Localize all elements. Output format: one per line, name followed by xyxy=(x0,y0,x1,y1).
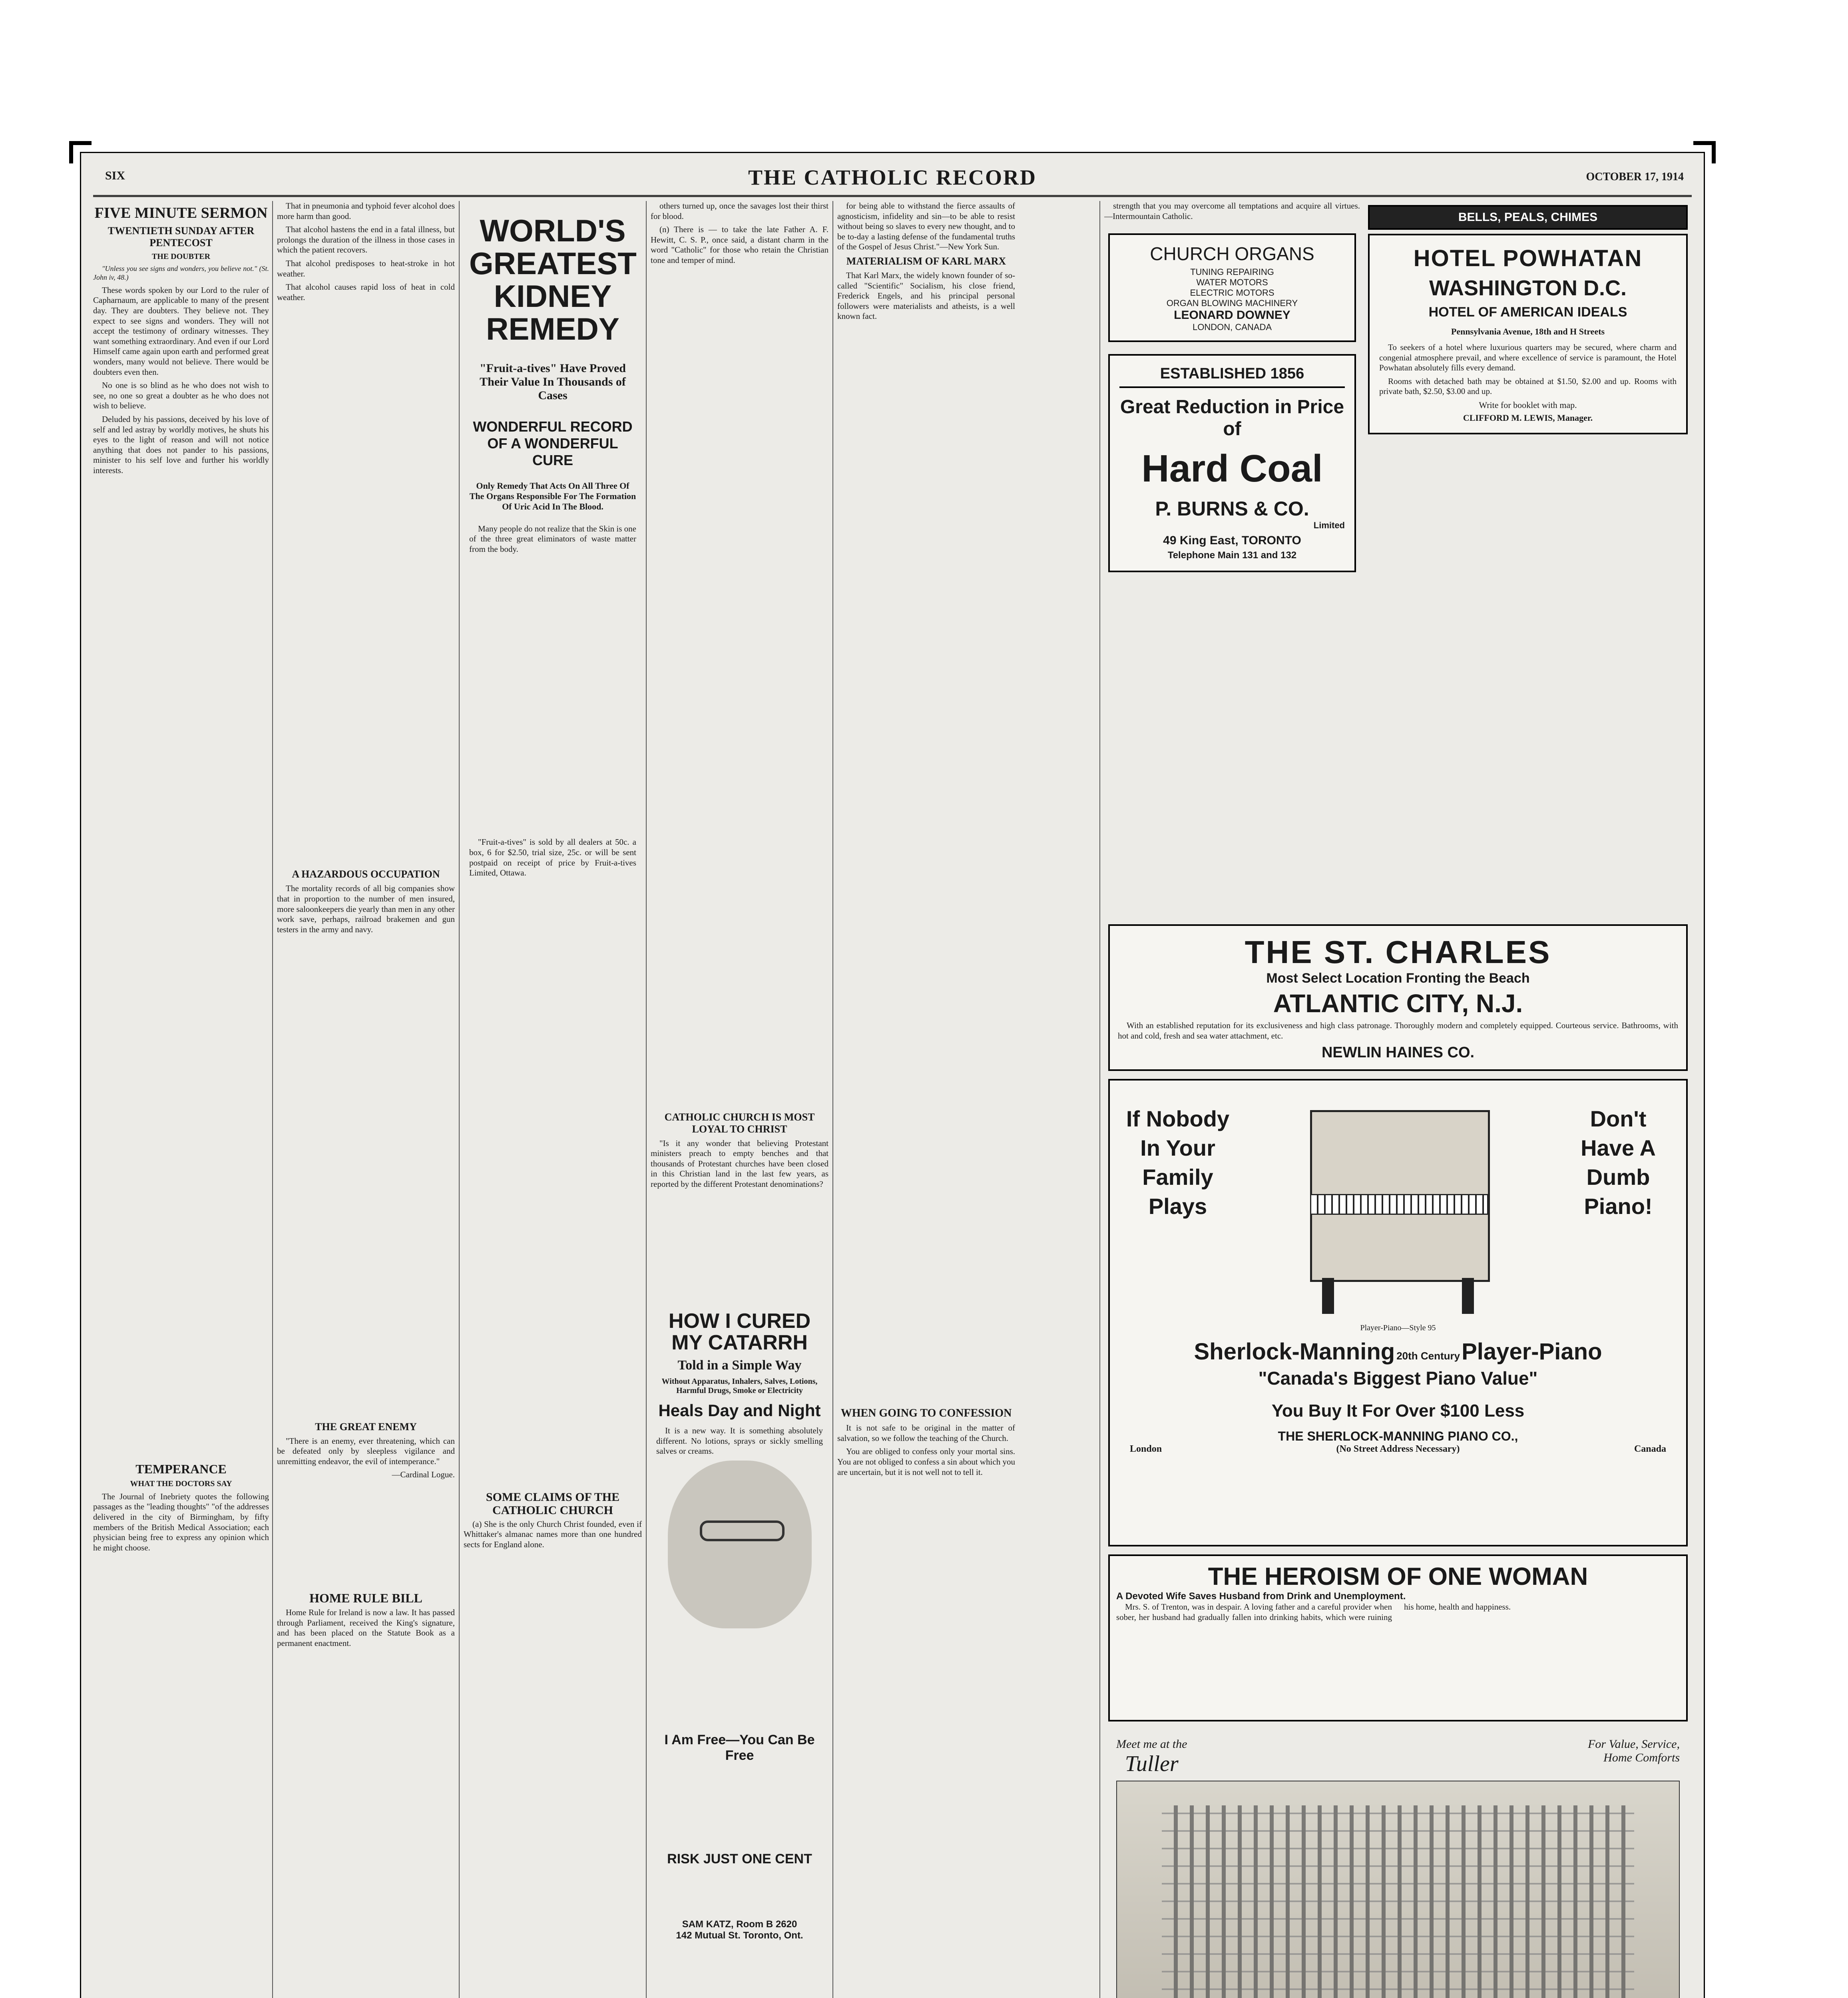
tuller-meet: Meet me at the xyxy=(1116,1737,1187,1751)
coal-address: 49 King East, TORONTO xyxy=(1163,533,1301,547)
stcharles-city: ATLANTIC CITY, N.J. xyxy=(1273,989,1523,1018)
church-paragraph: others turned up, once the savages lost their thirst for blood. xyxy=(651,201,828,221)
enemy-signature: —Cardinal Logue. xyxy=(392,1470,455,1480)
temperance-paragraph: That in pneumonia and typhoid fever alcohol does more harm than good. xyxy=(277,201,455,221)
piano-century: 20th Century xyxy=(1396,1350,1460,1362)
hotel-windows xyxy=(1162,1805,1634,1998)
piano-brand: Sherlock-Manning xyxy=(1194,1339,1395,1365)
fruitatives-body: Many people do not realize that the Skin is one of the three great eliminators of waste matter from the body. xyxy=(469,523,636,554)
sherlock-manning-ad xyxy=(1108,1079,1688,1546)
loyal-heading: CATHOLIC CHURCH IS MOST LOYAL TO CHRIST xyxy=(664,1111,815,1135)
powhatan-name: HOTEL POWHATAN xyxy=(1413,245,1643,271)
tuller-value: For Value, Service, Home Comforts xyxy=(1588,1737,1680,1765)
coal-headline: Great Reduction in Price of xyxy=(1120,396,1344,440)
organs-city: LONDON, CANADA xyxy=(1192,322,1272,332)
claims-heading: SOME CLAIMS OF THE CATHOLIC CHURCH xyxy=(486,1490,620,1517)
coal-big: Hard Coal xyxy=(1141,447,1323,490)
marx-intro-paragraph: for being able to withstand the fierce assaults of agnosticism, infidelity and sin—to be able to resist without being so slaves to every new thought, and to be to-day a lasting defense of the fundamental truths of the Gospel of Jesus Christ."—New York Sun. xyxy=(837,201,1015,252)
bells-title: BELLS, PEALS, CHIMES xyxy=(1458,211,1598,224)
powhatan-manager: CLIFFORD M. LEWIS, Manager. xyxy=(1463,413,1593,423)
sermon-body-text xyxy=(93,479,269,1458)
stcharles-owner: NEWLIN HAINES CO. xyxy=(1321,1044,1475,1061)
organs-line: WATER MOTORS xyxy=(1196,277,1268,288)
catarrh-title: HOW I CURED MY CATARRH xyxy=(668,1309,811,1355)
organs-line: ELECTRIC MOTORS xyxy=(1190,288,1274,298)
piano-right-headline: Don't Have A Dumb Piano! xyxy=(1581,1106,1656,1219)
occupation-paragraph: The mortality records of all big companies show that in proportion to the number of men insured, more saloonkeepers die yearly than men in any other work save, perhaps, railroad brakemen and gun testers in the army and navy. xyxy=(277,884,455,934)
column-church xyxy=(651,201,828,1998)
coal-firm: P. BURNS & CO. xyxy=(1155,497,1309,520)
piano-keys xyxy=(1310,1194,1488,1215)
catarrh-subtitle: Told in a Simple Way xyxy=(677,1357,802,1373)
catarrh-heals: Heals Day and Night xyxy=(658,1401,821,1420)
confession-paragraph: It is not safe to be original in the matter of salvation, so we follow the teaching of the Church. xyxy=(837,1423,1015,1443)
crop-mark-top-right xyxy=(1693,141,1716,163)
column-ads-right xyxy=(1364,201,1692,920)
column-ads-wide xyxy=(1104,924,1692,1998)
sermon-paragraph: No one is so blind as he who does not wish to see, no one so great a doubter as he who does not wish to believe. xyxy=(93,380,269,411)
powhatan-rooms: Rooms with detached bath may be obtained at $1.50, $2.00 and up. Rooms with private bath, $2.50, $3.00 and up. xyxy=(1379,376,1677,396)
piano-leg xyxy=(1322,1278,1334,1314)
column-divider xyxy=(646,201,647,1998)
powhatan-tagline: HOTEL OF AMERICAN IDEALS xyxy=(1428,304,1627,320)
heroism-ad xyxy=(1108,1554,1688,1721)
sermon-epigraph: "Unless you see signs and wonders, you believe not." (St. John iv, 48.) xyxy=(93,264,269,281)
piano-city-left: London xyxy=(1130,1444,1162,1455)
newspaper-title: THE CATHOLIC RECORD xyxy=(748,165,1037,189)
catarrh-without: Without Apparatus, Inhalers, Salves, Lotions, Harmful Drugs, Smoke or Electricity xyxy=(661,1377,818,1395)
column-sermon xyxy=(93,201,269,1998)
issue-date: OCTOBER 17, 1914 xyxy=(1586,171,1684,183)
player-piano-illustration xyxy=(1294,1094,1502,1318)
catarrh-address-street: 142 Mutual St. Toronto, Ont. xyxy=(676,1930,803,1941)
marx-body-text xyxy=(837,325,1015,1404)
catarrh-body: It is a new way. It is something absolutely different. No lotions, sprays or sickly smelling salves or creams. xyxy=(656,1425,823,1456)
coal-established: ESTABLISHED 1856 xyxy=(1119,365,1345,388)
sermon-kicker: THE DOUBTER xyxy=(151,252,211,261)
occupation-heading: A HAZARDOUS OCCUPATION xyxy=(292,868,440,880)
enemy-heading: THE GREAT ENEMY xyxy=(315,1421,417,1433)
top-paragraph: strength that you may overcome all temptations and acquire all virtues. —Intermountain Catholic. xyxy=(1104,201,1360,221)
hotel-tuller-illustration xyxy=(1116,1781,1680,1998)
fruitatives-only: Only Remedy That Acts On All Three Of The Organs Responsible For The Formation Of Uric Acid In The Blood. xyxy=(469,480,636,511)
sermon-paragraph: Deluded by his passions, deceived by his love of self and led astray by worldly motives, he shuts his eyes to the light of reason and will not notice anything that does not pander to his passions, minister to his self love and further his worldly interests. xyxy=(93,414,269,476)
hotel-powhatan-ad xyxy=(1368,234,1688,434)
confession-heading: WHEN GOING TO CONFESSION xyxy=(840,1407,1012,1420)
heroism-subtitle: A Devoted Wife Saves Husband from Drink and Unemployment. xyxy=(1116,1591,1406,1602)
temperance-paragraph: The Journal of Inebriety quotes the following passages as the "leading thoughts" "of the addresses delivered in the city of Birmingham, by fifty members of the British Medical Association; each physician being free to express any opinion which he might choose. xyxy=(93,1491,269,1552)
powhatan-address: Pennsylvania Avenue, 18th and H Streets xyxy=(1451,326,1605,336)
column3-body-text xyxy=(464,887,642,1487)
column-ads-left-hidden xyxy=(1020,201,1095,1998)
sermon-heading: FIVE MINUTE SERMON xyxy=(94,205,268,221)
powhatan-city: WASHINGTON D.C. xyxy=(1429,276,1627,300)
church-paragraph: (n) There is — to take the late Father A. F. Hewitt, C. S. P., once said, a distant charm in the word "Catholic" for those who retain the Christian tone and temper of mind. xyxy=(651,225,828,265)
piano-city-right: Canada xyxy=(1634,1444,1666,1455)
column-ads-middle xyxy=(1104,201,1360,920)
catarrh-ad xyxy=(651,1305,828,1947)
homerule-paragraph: Home Rule for Ireland is now a law. It has passed through Parliament, received the King's signature, and has been placed on the Statute Book as a permanent enactment. xyxy=(277,1608,455,1648)
column-kidney-ad xyxy=(464,201,642,1998)
organs-line: ORGAN BLOWING MACHINERY xyxy=(1166,298,1298,308)
church-body-text xyxy=(651,269,828,1108)
tuller-script-name: Tuller xyxy=(1125,1751,1179,1777)
marx-heading: MATERIALISM OF KARL MARX xyxy=(846,255,1006,267)
homerule-heading: HOME RULE BILL xyxy=(309,1590,422,1605)
catarrh-free: I Am Free—You Can Be Free xyxy=(664,1732,815,1763)
temperance-paragraph: That alcohol predisposes to heat-stroke in hot weather. xyxy=(277,259,455,279)
coal-limited: Limited xyxy=(1313,520,1345,530)
column-marx xyxy=(837,201,1015,1998)
powhatan-body: To seekers of a hotel where luxurious quarters may be secured, where charm and congenial atmosphere prevail, and where excellence of service is paramount, the Hotel Powhatan absolutely fills every demand. xyxy=(1379,342,1677,373)
page-number: SIX xyxy=(105,169,125,182)
newspaper-page xyxy=(80,152,1705,1998)
masthead xyxy=(81,165,1704,193)
heroism-body-text xyxy=(1116,1626,1680,1713)
piano-left-headline: If Nobody In Your Family Plays xyxy=(1126,1106,1230,1219)
coal-telephone: Telephone Main 131 and 132 xyxy=(1167,549,1297,561)
catarrh-address-name: SAM KATZ, Room B 2620 xyxy=(682,1918,797,1930)
sermon-paragraph: These words spoken by our Lord to the ruler of Capharnaum, are applicable to many of the present day. They are doubters. They believe not. They expect to see signs and wonders. They will not accept the testimony of ordinary witnesses. They want something extraordinary. And even if our Lord Himself came again upon earth and performed great wonders, many would not believe. There would be doubters even then. xyxy=(93,285,269,377)
sam-katz-portrait xyxy=(668,1461,812,1628)
heroism-title: THE HEROISM OF ONE WOMAN xyxy=(1208,1563,1588,1591)
loyal-paragraph: "Is it any wonder that believing Protestant ministers preach to empty benches and that thousands of Protestant churches have been closed in this Christian land in the last few years, as reported by the different Protestant denominations? xyxy=(651,1138,828,1189)
marx-paragraph: That Karl Marx, the widely known founder of so-called "Scientific" Socialism, his close friend, Frederick Engels, and his principal personal followers were materialists and atheists, is a well known fact. xyxy=(837,271,1015,321)
st-charles-ad xyxy=(1108,924,1688,1071)
fruitatives-record: WONDERFUL RECORD OF A WONDERFUL CURE xyxy=(473,418,633,468)
occupation-body-text xyxy=(277,938,455,1418)
sermon-subheading: TWENTIETH SUNDAY AFTER PENTECOST xyxy=(108,225,255,249)
organs-name: LEONARD DOWNEY xyxy=(1174,308,1290,322)
piano-slogan: "Canada's Biggest Piano Value" xyxy=(1258,1368,1538,1389)
temperance-paragraph: That alcohol hastens the end in a fatal illness, but prolongs the duration of the illness in those cases in which the patient recovers. xyxy=(277,225,455,255)
column-temperance xyxy=(277,201,455,1998)
fruitatives-ad xyxy=(464,201,642,887)
fruitatives-body-text xyxy=(469,557,636,837)
temperance-kicker: WHAT THE DOCTORS SAY xyxy=(130,1479,232,1488)
enemy-paragraph: "There is an enemy, ever threatening, which can be defeated only by sleepless vigilance and unremitting endeavor, the evil of intemperance." xyxy=(277,1436,455,1466)
stcharles-title: THE ST. CHARLES xyxy=(1245,934,1551,970)
organs-title: CHURCH ORGANS xyxy=(1150,243,1314,265)
masthead-rule xyxy=(93,195,1692,197)
fruitatives-price: "Fruit-a-tives" is sold by all dealers at 50c. a box, 6 for $2.50, trial size, 25c. or will be sent postpaid on receipt of price by Fruit-a-tives Limited, Ottawa. xyxy=(469,837,636,878)
confession-paragraph: You are obliged to confess only your mortal sins. You are not obliged to confess a sin about which you are uncertain, but it is not well not to tell it. xyxy=(837,1447,1015,1477)
column-divider xyxy=(272,201,273,1998)
piano-caption: Player-Piano—Style 95 xyxy=(1360,1323,1436,1333)
temperance-paragraph: That alcohol causes rapid loss of heat in cold weather. xyxy=(277,282,455,302)
hard-coal-ad xyxy=(1108,354,1356,572)
piano-leg xyxy=(1462,1278,1474,1314)
fruitatives-title: WORLD'S GREATEST KIDNEY REMEDY xyxy=(469,213,637,346)
organs-line: TUNING REPAIRING xyxy=(1190,267,1274,277)
powhatan-booklet: Write for booklet with map. xyxy=(1479,400,1577,410)
claims-paragraph: (a) She is the only Church Christ founded, even if Whittaker's almanac names more than one hundred sects for England alone. xyxy=(464,1519,642,1550)
crop-mark-top-left xyxy=(69,141,92,163)
enemy-body-text xyxy=(277,1483,455,1587)
loyal-body-text xyxy=(651,1193,828,1305)
column-divider xyxy=(459,201,460,1998)
church-organs-ad xyxy=(1108,233,1356,342)
hotel-tuller-ad xyxy=(1108,1729,1688,1998)
piano-price: You Buy It For Over $100 Less xyxy=(1271,1401,1525,1421)
temperance-heading: TEMPERANCE xyxy=(135,1461,227,1476)
column-divider xyxy=(832,201,833,1998)
temperance-body-text xyxy=(277,306,455,865)
piano-type: Player-Piano xyxy=(1462,1339,1602,1365)
catarrh-body-text xyxy=(656,1871,823,1919)
fruitatives-subtitle: "Fruit-a-tives" Have Proved Their Value In Thousands of Cases xyxy=(479,361,626,402)
stcharles-body: With an established reputation for its exclusiveness and high class patronage. Thoroughly modern and completely equipped. Courteous service. Bathrooms, with hot and cold, fresh and sea water attachment, etc. xyxy=(1118,1021,1678,1041)
catarrh-risk: RISK JUST ONE CENT xyxy=(667,1851,812,1867)
bells-ad xyxy=(1368,205,1688,230)
catarrh-body-text xyxy=(656,1767,823,1847)
heroism-body: Mrs. S. of Trenton, was in despair. A loving father and a careful provider when sober, her husband had gradually fallen into drinking habits, which were ruining his home, health and happiness. xyxy=(1116,1602,1511,1622)
piano-company: THE SHERLOCK-MANNING PIANO CO., xyxy=(1278,1429,1518,1444)
stcharles-subtitle: Most Select Location Fronting the Beach xyxy=(1266,971,1530,986)
piano-address-note: (No Street Address Necessary) xyxy=(1336,1444,1460,1455)
catarrh-body-text xyxy=(656,1632,823,1728)
column-divider xyxy=(1099,201,1100,1998)
